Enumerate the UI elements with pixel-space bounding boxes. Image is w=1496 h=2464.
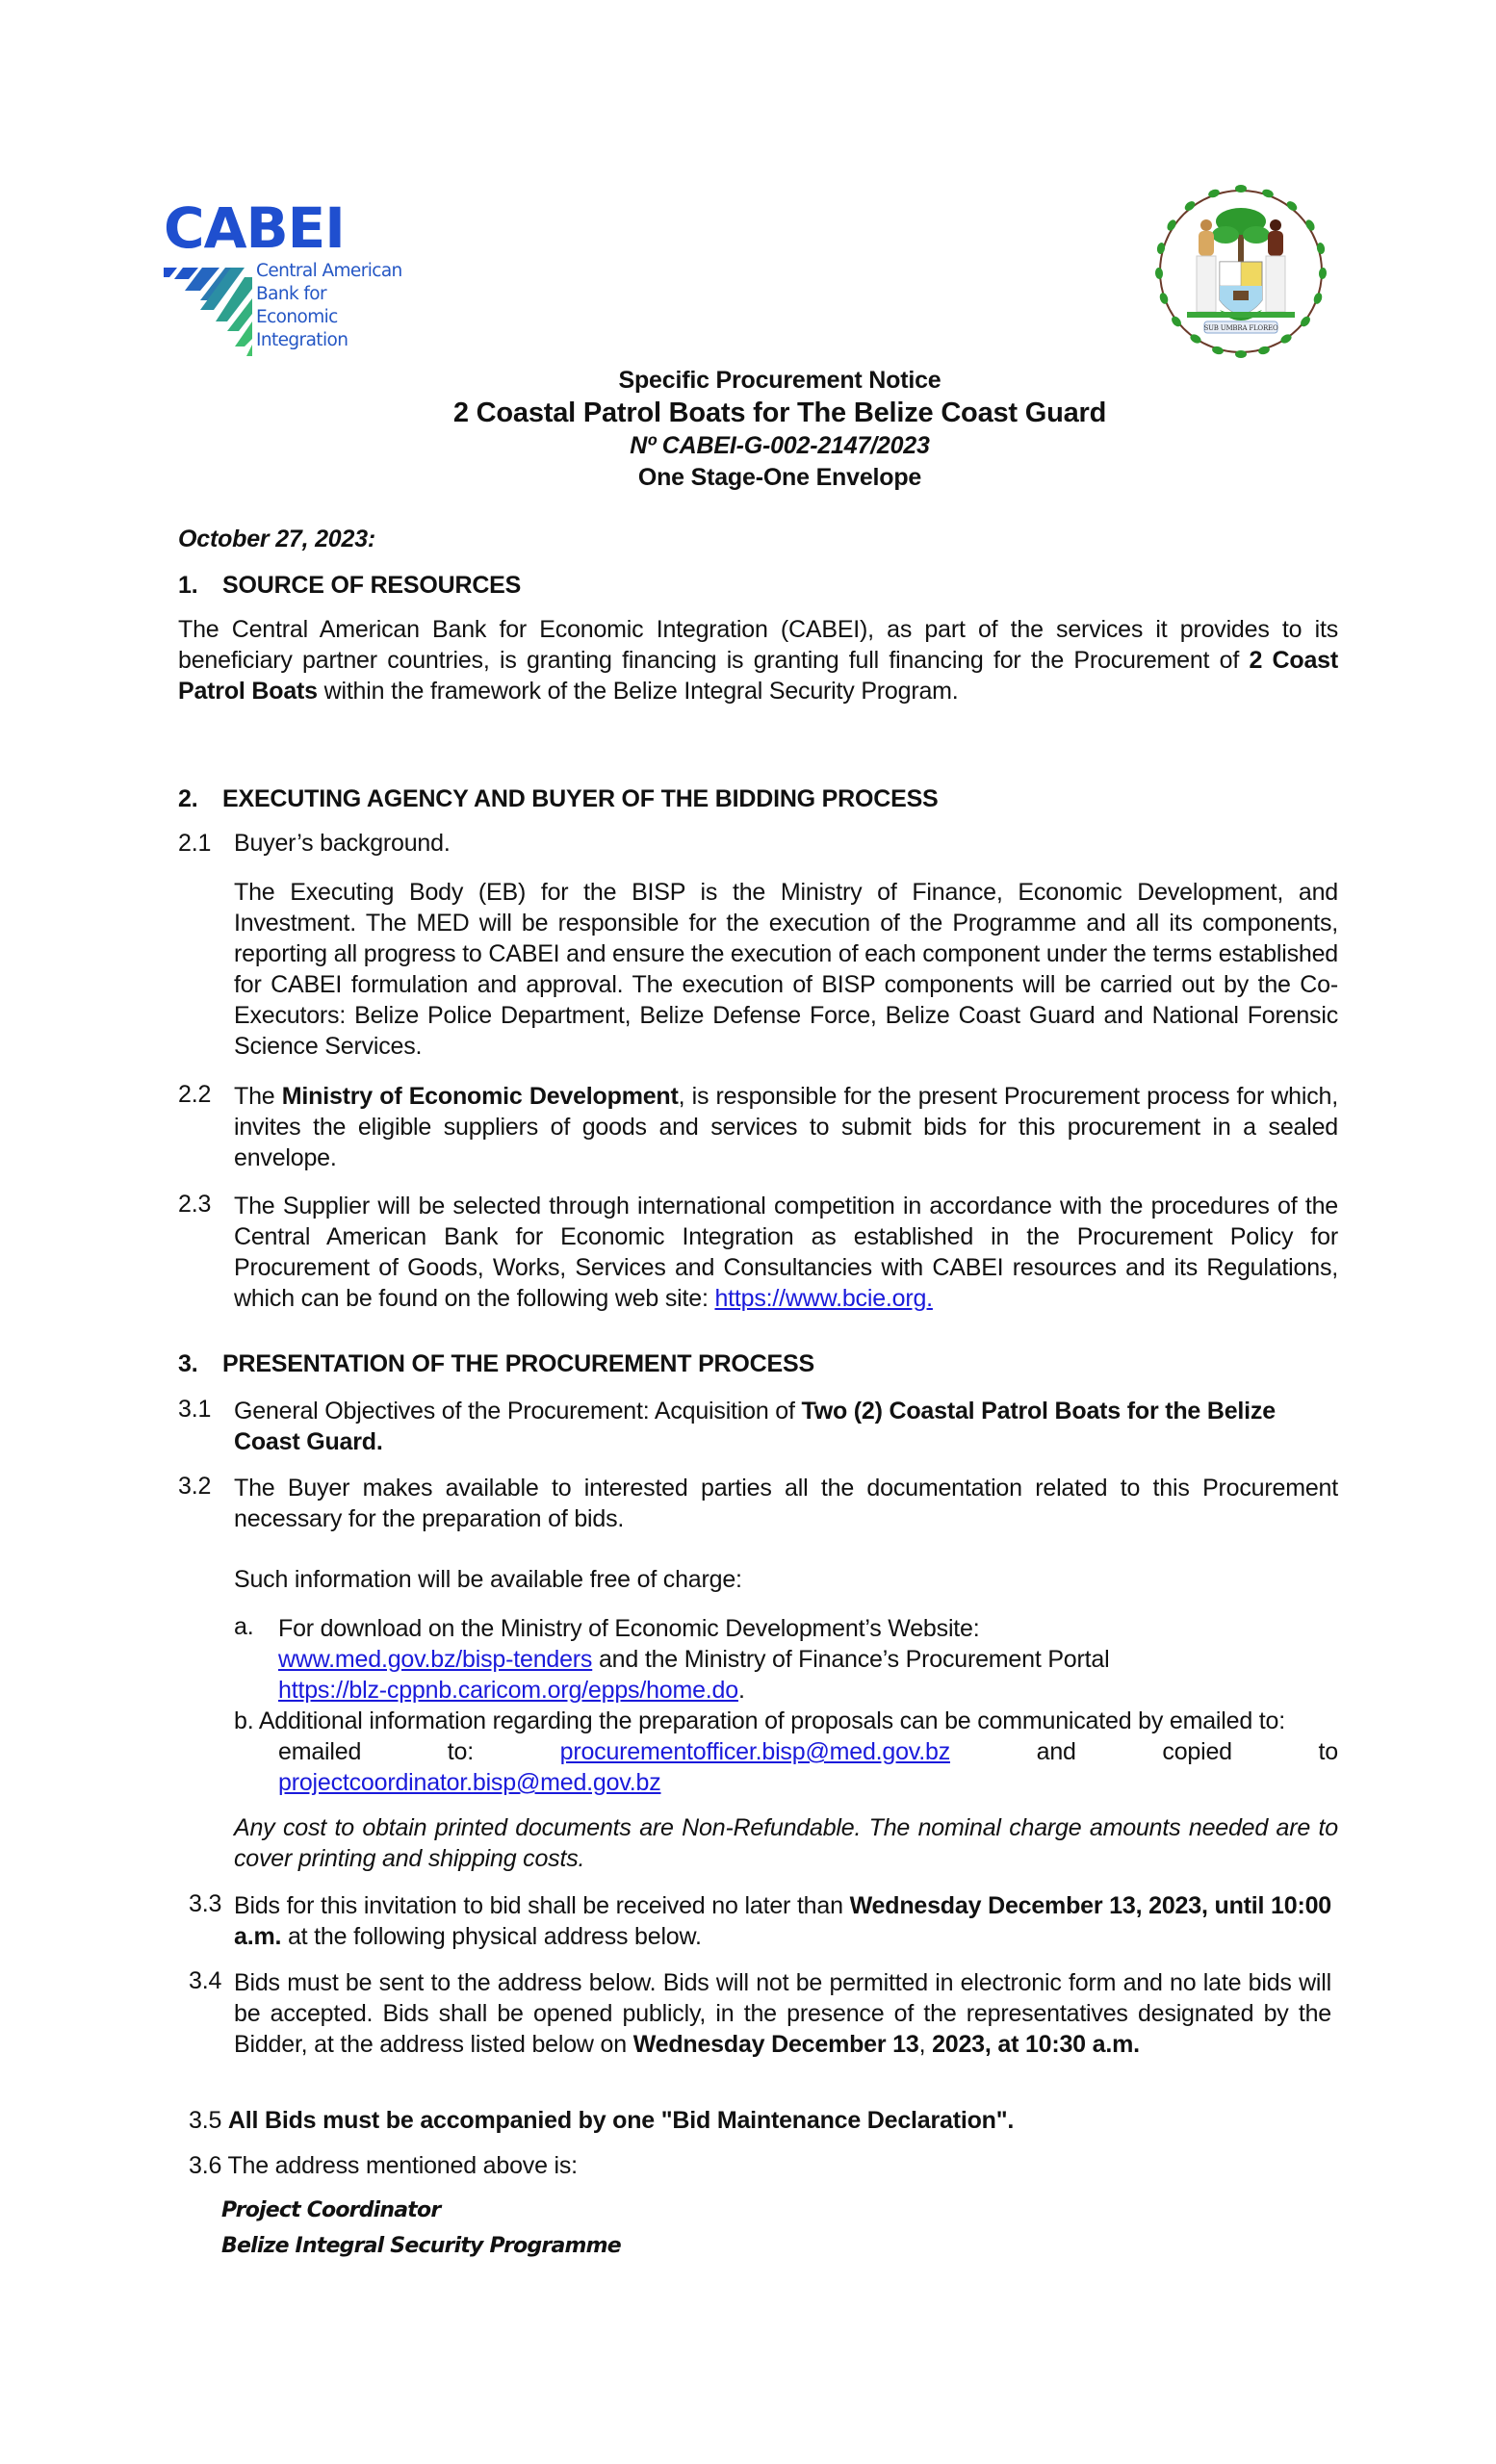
item-a-body: [278, 1613, 1338, 1706]
section-number: 2.: [178, 785, 198, 812]
body-text: copied: [1162, 1738, 1232, 1765]
subsection-3-1-number: 3.1: [178, 1396, 212, 1423]
body-bold-text: Wednesday December 13: [632, 2031, 919, 2058]
body-text: to:: [447, 1738, 474, 1765]
subsection-2-3-body: [234, 1191, 1338, 1314]
body-bold-text: Two (2) Coastal Patrol Boats for the Belize Coast Guard.: [234, 1398, 1276, 1455]
subsection-2-2-body: [234, 1081, 1338, 1173]
item-b-label: b.: [234, 1707, 254, 1734]
subsection-title: Buyer’s background.: [234, 830, 451, 857]
subsection-3-4-number: 3.4: [189, 1967, 222, 1994]
body-text: ,: [918, 2031, 933, 2058]
cabei-subtitle: [256, 260, 402, 352]
item-a-label: a.: [234, 1613, 254, 1640]
subsection-3-2-number: 3.2: [178, 1473, 212, 1500]
body-text: The Central American Bank for Economic Integration (CABEI), as part of the services it provides to its beneficiary partner countries, is granting financing is granting full financing for the Procurement of: [178, 616, 1338, 674]
cabei-subtitle-line: Bank for: [256, 284, 326, 304]
section-heading-text: SOURCE OF RESOURCES: [222, 572, 522, 599]
cabei-subtitle-line: Central American: [256, 261, 402, 281]
body-text: within the framework of the Belize Integral Security Program.: [317, 678, 959, 705]
bcie-website-link[interactable]: https://www.bcie.org.: [714, 1285, 933, 1312]
subsection-3-1-body: [234, 1396, 1338, 1457]
section-1-body: [178, 614, 1338, 706]
notice-method: One Stage-One Envelope: [637, 464, 922, 491]
body-text: The address mentioned above is:: [227, 2152, 578, 2179]
section-heading-text: PRESENTATION OF THE PROCUREMENT PROCESS: [222, 1350, 814, 1377]
subsection-3-2-body: The Buyer makes available to interested parties all the documentation related to this Procurement necessary for the preparation of bids.: [234, 1475, 1338, 1532]
cabei-stripes-icon: [164, 264, 260, 360]
section-number: 1.: [178, 572, 198, 599]
body-text: .: [737, 1677, 745, 1704]
subsection-3-5: [189, 2107, 1014, 2135]
free-of-charge-note: Such information will be available free of charge:: [234, 1566, 742, 1593]
subsection-number: 3.6: [189, 2152, 222, 2179]
body-text: Bids for this invitation to bid shall be received no later than: [234, 1892, 850, 1919]
notice-main-title: 2 Coastal Patrol Boats for The Belize Coast Guard: [452, 398, 1107, 428]
cabei-logo: [164, 195, 414, 364]
subsection-2-3-number: 2.3: [178, 1191, 212, 1218]
section-heading-text: EXECUTING AGENCY AND BUYER OF THE BIDDING PROCESS: [222, 785, 939, 812]
item-b-email-row: [278, 1736, 1338, 1767]
body-bold-text: 2023,: [932, 2031, 992, 2058]
section-3-heading: [178, 1350, 814, 1378]
subsection-number: 2.1: [178, 830, 212, 857]
body-bold-text: at 10:30 a.m.: [991, 2031, 1140, 2058]
project-coordinator-email-link[interactable]: projectcoordinator.bisp@med.gov.bz: [278, 1769, 661, 1796]
subsection-2-1-body: The Executing Body (EB) for the BISP is the Ministry of Finance, Economic Development, and Investment. The MED will be responsible for the execution of the Programme and all its components, reporting all progress to CABEI and ensure the execution of each component under the terms established for CABEI formulation and approval. The execution of BISP components will be carried out by the Co-Executors: Belize Police Department, Belize Defense Force, Belize Coast Guard and National Forensic Science Services.: [234, 879, 1338, 1060]
address-line-2: Belize Integral Security Programme: [221, 2234, 621, 2258]
subsection-3-3-body: [234, 1890, 1331, 1952]
body-text: and: [1036, 1738, 1076, 1765]
procurement-officer-email-link[interactable]: procurementofficer.bisp@med.gov.bz: [559, 1738, 950, 1765]
subsection-2-2-number: 2.2: [178, 1081, 212, 1108]
belize-coat-of-arms-icon: [1148, 175, 1333, 368]
notice-reference-number: Nº CABEI-G-002-2147/2023: [630, 432, 930, 459]
subsection-2-1-label: [178, 830, 451, 858]
body-bold-text: Wednesday December 13, 2023, until 10:00 a.m.: [234, 1892, 1331, 1950]
body-text: at the following physical address below.: [281, 1923, 702, 1950]
body-text: For download on the Ministry of Economic Development’s Website:: [278, 1615, 980, 1642]
subsection-3-6: [189, 2152, 578, 2180]
notice-date: October 27, 2023:: [178, 526, 376, 552]
body-text: and the Ministry of Finance’s Procurement Portal: [592, 1646, 1110, 1673]
item-b-email2-row: [278, 1767, 661, 1798]
body-bold-text: 2 Coast Patrol Boats: [178, 647, 1338, 705]
motto-text: SUB UMBRA FLOREO: [1203, 324, 1278, 332]
cabei-subtitle-line: Integration: [256, 330, 348, 350]
section-2-heading: [178, 785, 939, 813]
section-1-heading: [178, 572, 521, 600]
subsection-number: 3.5: [189, 2107, 222, 2134]
subsection-3-3-number: 3.3: [189, 1890, 222, 1917]
body-text: emailed: [278, 1738, 362, 1765]
body-text: The: [234, 1083, 282, 1110]
body-text: to: [1318, 1738, 1338, 1765]
body-text: Bids must be sent to the address below. Bids will not be permitted in electronic form and no late bids will be accepted. Bids shall be opened publicly, in the presence of the representatives designated by the Bidder, at the address listed below on: [234, 1969, 1331, 2058]
cost-note: Any cost to obtain printed documents are Non-Refundable. The nominal charge amounts needed are to cover printing and shipping costs.: [234, 1814, 1338, 1872]
body-text: , is responsible for the present Procurement process for which, invites the eligible suppliers of goods and services to submit bids for this procurement in a sealed envelope.: [234, 1083, 1338, 1171]
notice-type-title: Specific Procurement Notice: [618, 367, 941, 394]
address-line-1: Project Coordinator: [221, 2198, 441, 2222]
subsection-3-4-body: [234, 1967, 1331, 2060]
caricom-portal-link[interactable]: https://blz-cppnb.caricom.org/epps/home.do: [278, 1677, 738, 1704]
cabei-wordmark: CABEI: [164, 195, 345, 261]
med-tenders-link[interactable]: www.med.gov.bz/bisp-tenders: [278, 1646, 593, 1673]
body-bold-text: Ministry of Economic Development: [281, 1083, 679, 1110]
body-text: The Supplier will be selected through international competition in accordance with the procedures of the Central American Bank for Economic Integration as established in the Procurement Policy for Procurement of Goods, Works, Services and Consultancies with CABEI resources and its Regulations, which can be found on the following web site:: [234, 1193, 1338, 1312]
body-text: Additional information regarding the preparation of proposals can be communicated by emailed to:: [258, 1707, 1285, 1734]
cabei-subtitle-line: Economic: [256, 307, 338, 327]
item-b: [234, 1706, 1338, 1736]
body-text: General Objectives of the Procurement: Acquisition of: [234, 1398, 802, 1424]
section-number: 3.: [178, 1350, 198, 1377]
body-bold-text: All Bids must be accompanied by one "Bid Maintenance Declaration".: [227, 2107, 1015, 2134]
